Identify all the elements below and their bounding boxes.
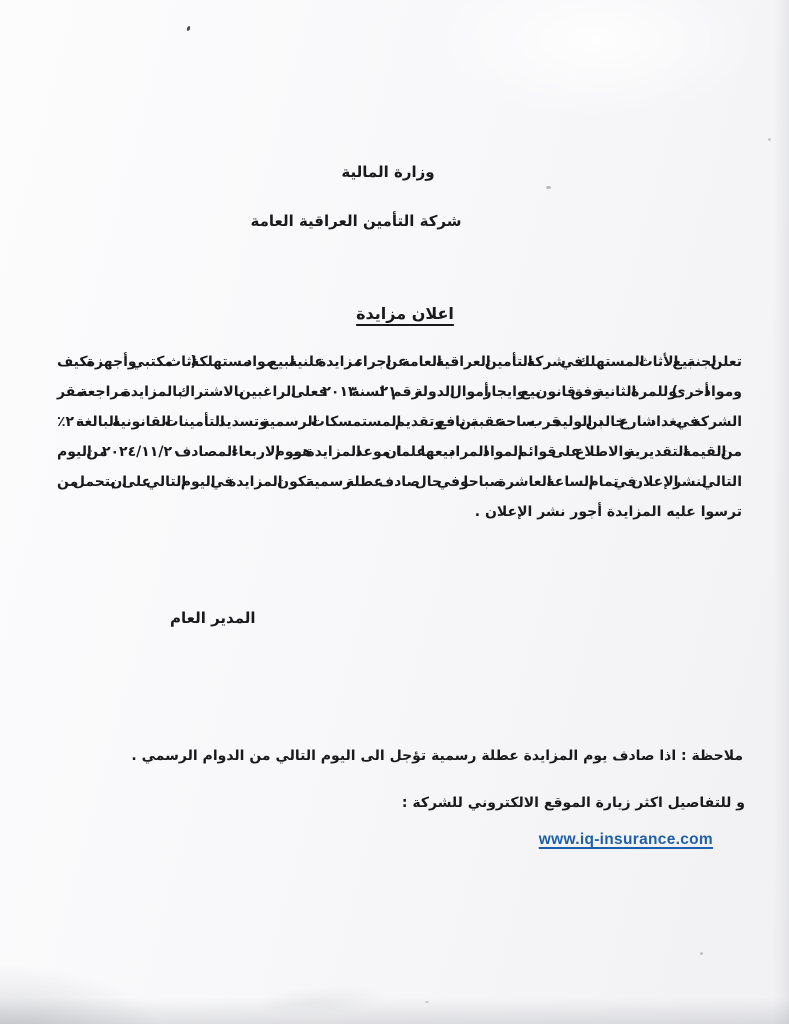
body-line: الشركة في بغداد شارع خالد بن الوليد – قرب ساحة عقبة بن نافع وتقديم المستمسكات الرسمية وتسديد التأمينات القانونية البالغة ٢٠٪ bbox=[57, 414, 742, 430]
scan-sheen bbox=[430, 0, 760, 120]
scan-speck bbox=[186, 26, 191, 32]
body-line: ترسوا عليه المزايدة أجور نشر الإعلان . bbox=[474, 504, 742, 520]
scan-speck bbox=[425, 1001, 429, 1003]
website-link[interactable]: www.iq-insurance.com bbox=[538, 831, 713, 848]
ministry-title: وزارة المالية bbox=[341, 163, 435, 181]
signature-title: المدير العام bbox=[170, 609, 256, 627]
scan-shadow-bottom-left-corner bbox=[0, 954, 190, 1024]
scan-speck bbox=[546, 186, 551, 189]
body-line: من القيمة التقديرية والاطلاع على قوائم المواد المراد بيعها علما ان موعد المزايدة هو يوم الاربعاء المصادف ٢٠٢٤/١١/٢٠ من اليوم bbox=[56, 444, 742, 460]
announcement-title-text: اعلان مزايدة bbox=[356, 304, 454, 323]
announcement-title bbox=[21, 303, 789, 325]
company-title: شركة التأمين العراقية العامة bbox=[250, 212, 462, 230]
body-line: ومواد أخرى ) وللمرة الثانية وفق قانون بيع وايجار أموال الدولة رقم ٢١ لسنة ٢٠١٣ فعلى الراغبين بالاشتراك بالمزايدة مراجعة مقر bbox=[57, 384, 742, 400]
scan-speck bbox=[700, 952, 703, 955]
scan-speck bbox=[768, 138, 771, 141]
details-line: و للتفاصيل اكثر زيارة الموقع الالكتروني للشركة : bbox=[401, 795, 745, 811]
scan-shadow-right-edge bbox=[773, 0, 789, 1024]
body-line: تعلن لجنة بيع الأثاث المستهلك في شركة التأمين العراقية العامة عن اجراء مزايدة علنية لبيع مواد مستهلكة ( اثاث مكتبي وأجهزة تكيف bbox=[57, 354, 742, 370]
announcement-body bbox=[57, 347, 742, 527]
body-line: التالي لنشر الإعلان في تمام الساعة العاشرة صباحا وفي حال صادف عطلة رسمية تكون المزايدة في اليوم التالي على ان يتحمل من bbox=[57, 474, 742, 490]
note-line: ملاحظة : اذا صادف يوم المزايدة عطلة رسمية تؤجل الى اليوم التالي من الدوام الرسمي . bbox=[131, 748, 743, 764]
